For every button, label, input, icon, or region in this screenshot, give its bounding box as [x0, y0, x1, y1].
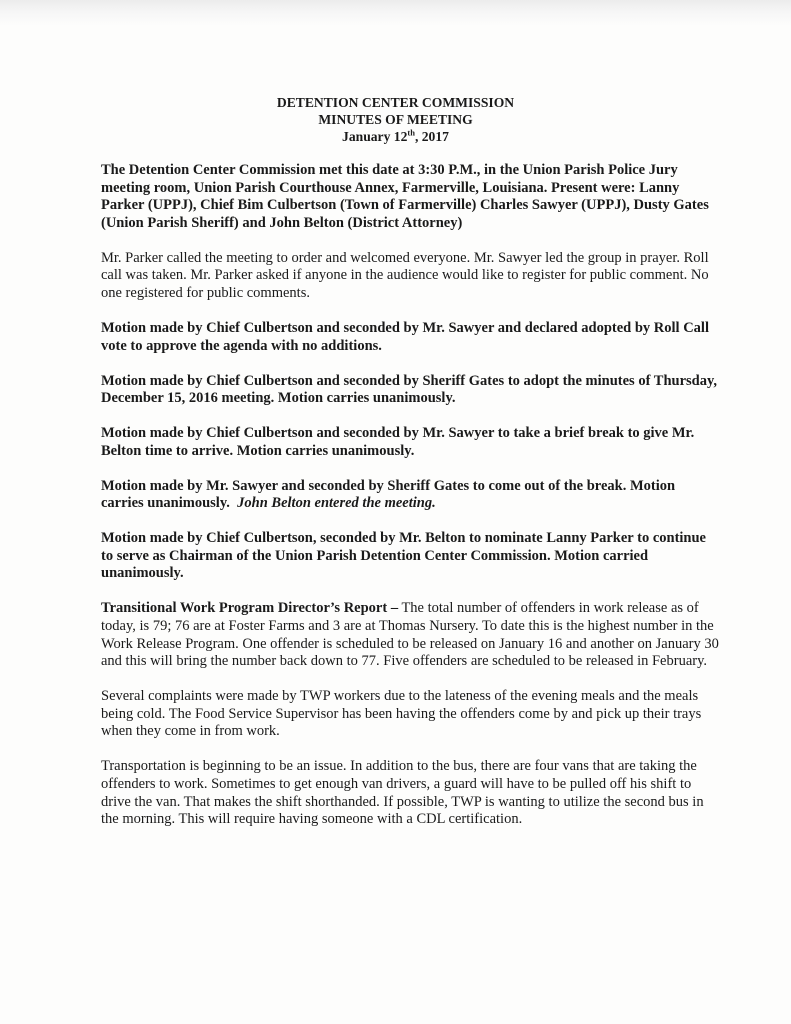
minutes-title: MINUTES OF MEETING — [318, 112, 473, 127]
transportation-paragraph: Transportation is beginning to be an issue. In addition to the bus, there are four vans that are taking the offenders to work. Sometimes to get enough van drivers, a guard will have to be pulled off his shift to drive the van. That makes the shift shorthanded. If possible, TWP is wanting to utilize the second bus in the morning. This will require having someone with a CDL certification. — [101, 758, 704, 828]
document-header — [0, 94, 791, 145]
motion-agenda: Motion made by Chief Culbertson and seconded by Mr. Sawyer and declared adopted by Roll Call vote to approve the agenda with no additions. — [101, 319, 709, 354]
belton-arrival-note: John Belton entered the meeting. — [237, 495, 436, 512]
motion-chairman: Motion made by Chief Culbertson, seconded by Mr. Belton to nominate Lanny Parker to continue to serve as Chairman of the Union Parish Detention Center Commission. Motion carried unanimously. — [101, 530, 706, 582]
complaints-paragraph: Several complaints were made by TWP workers due to the lateness of the evening meals and the meals being cold. The Food Service Supervisor has been having the offenders come by and pick up their trays when they come in from work. — [101, 688, 702, 740]
call-to-order-paragraph: Mr. Parker called the meeting to order and welcomed everyone. Mr. Sawyer led the group in prayer. Roll call was taken. Mr. Parker asked if anyone in the audience would like to register for public comment. No one registered for public comments. — [101, 249, 709, 301]
motion-end-break — [101, 478, 719, 513]
meeting-date — [0, 128, 791, 145]
minutes-body — [101, 162, 719, 846]
motion-end-break-text: Motion made by Mr. Sawyer and seconded by Sheriff Gates to come out of the break. Motion carries unanimously. — [101, 477, 676, 512]
meeting-date-year: , 2017 — [414, 129, 449, 144]
motion-break: Motion made by Chief Culbertson and seconded by Mr. Sawyer to take a brief break to give Mr. Belton time to arrive. Motion carries unanimously. — [101, 425, 695, 459]
intro-paragraph: The Detention Center Commission met this date at 3:30 P.M., in the Union Parish Police Jury meeting room, Union Parish Courthouse Annex, Farmerville, Louisiana. Present were: Lanny Parker (UPPJ), Chief Bim Culbertson (Town of Farmerville) Charles Sawyer (UPPJ), Dusty Gates (Union Parish Sheriff) and John Belton (District Attorney) — [101, 162, 709, 231]
meeting-date-suffix: th — [407, 127, 415, 138]
twp-report-heading: Transitional Work Program Director’s Report – — [101, 600, 399, 617]
twp-report-paragraph — [101, 600, 719, 670]
twp-report-body: The total number of offenders in work release as of today, is 79; 76 are at Foster Farms and 3 are at Thomas Nursery. To date this is the highest number in the Work Release Program. One offender is scheduled to be released on January 16 and another on January 30 and this will bring the number back down to 77. Five offenders are scheduled to be released in February. — [101, 600, 719, 670]
commission-title: DETENTION CENTER COMMISSION — [276, 95, 515, 110]
scan-edge-shadow — [0, 0, 791, 26]
motion-minutes: Motion made by Chief Culbertson and seconded by Sheriff Gates to adopt the minutes of Thursday, December 15, 2016 meeting. Motion carries unanimously. — [101, 372, 718, 407]
meeting-date-main: January 12 — [342, 129, 408, 144]
